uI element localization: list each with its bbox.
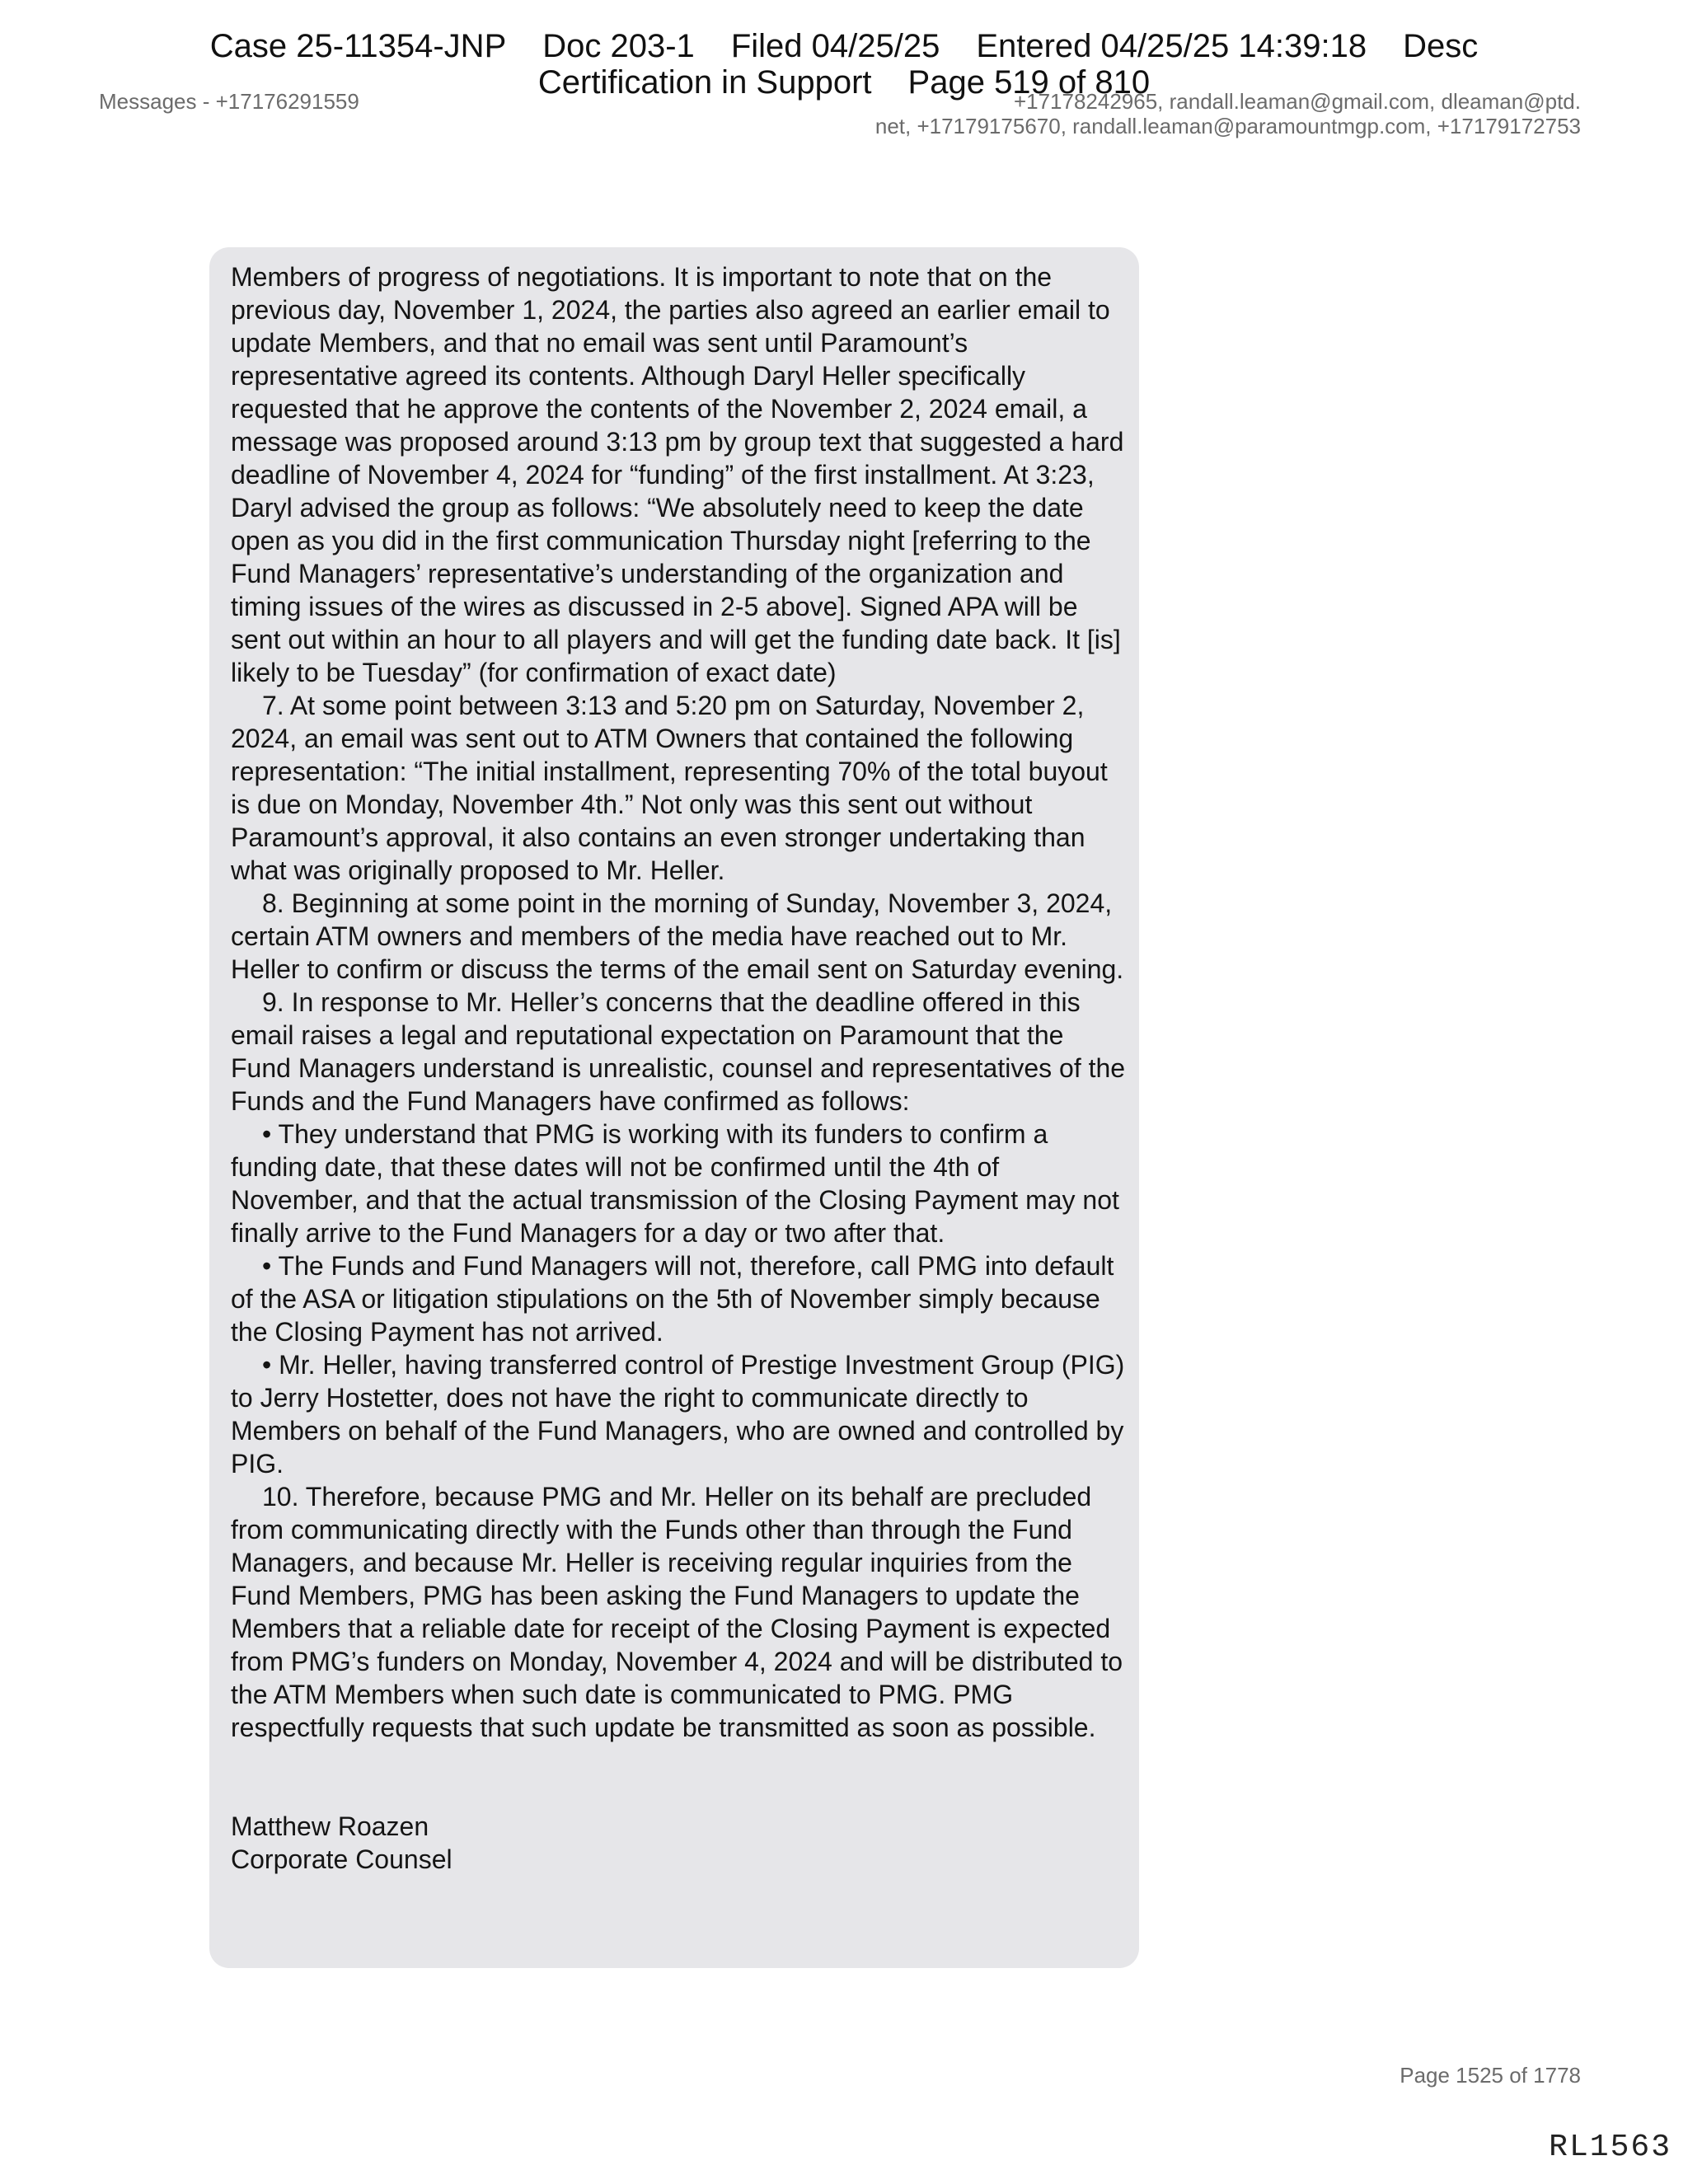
signature-spacer: [231, 1744, 1129, 1810]
message-paragraph-7: 7. At some point between 3:13 and 5:20 pm on Saturday, November 2, 2024, an email was sent out to ATM Owners that contained the following representation: “The initial installment, representing 70% of the total buyout is due on Monday, November 4th.” Not only was this sent out without Paramount’s approval, it also contains an even stronger undertaking than what was originally proposed to Mr. Heller.: [231, 691, 1108, 885]
case-number: Case 25-11354-JNP: [209, 28, 507, 64]
filed-date: Filed 04/25/25: [730, 28, 940, 64]
message-bullet: • The Funds and Fund Managers will not, therefore, call PMG into default of the ASA or litigation stipulations on the 5th of November simply because the Closing Payment has not arrived.: [231, 1251, 1114, 1347]
recipients-line2: net, +17179175670, randall.leaman@paramountmgp.com, +17179172753: [874, 114, 1581, 138]
doc-number: Doc 203-1: [542, 28, 695, 64]
certification-label: Certification in Support: [537, 64, 872, 101]
bates-number: RL1563: [1549, 2130, 1672, 2165]
message-paragraph: Members of progress of negotiations. It is important to note that on the previous day, November 1, 2024, the parties also agreed an earlier email to update Members, and that no email was sent until Paramount’s representative agreed its contents. Although Daryl Heller specifically requested that he approve the contents of the November 2, 2024 email, a message was proposed around 3:13 pm by group text that suggested a hard deadline of November 4, 2024 for “funding” of the first installment. At 3:23, Daryl advised the group as follows: “We absolutely need to keep the date open as you did in the first communication Thursday night [referring to the Fund Managers’ representative’s understanding of the organization and timing issues of the wires as discussed in 2-5 above]. Signed APA will be sent out within an hour to all players and will get the funding date back. It [is] likely to be Tuesday” (for confirmation of exact date): [231, 262, 1124, 687]
message-paragraph-8: 8. Beginning at some point in the morning of Sunday, November 3, 2024, certain ATM owners and members of the media have reached out to Mr. Heller to confirm or discuss the terms of the email sent on Saturday evening.: [231, 888, 1124, 984]
entered-date: Entered 04/25/25 14:39:18: [976, 28, 1367, 64]
signature-name: Matthew Roazen: [231, 1811, 429, 1841]
message-paragraph-10: 10. Therefore, because PMG and Mr. Heller on its behalf are precluded from communicating directly with the Funds other than through the Fund Managers, and because Mr. Heller is receiving regular inquiries from the Fund Members, PMG has been asking the Fund Managers to update the Members that a reliable date for receipt of the Closing Payment is expected from PMG’s funders on Monday, November 4, 2024 and will be distributed to the ATM Members when such date is communicated to PMG. PMG respectfully requests that such update be transmitted as soon as possible.: [231, 1482, 1123, 1742]
recipients-line1: +17178242965, randall.leaman@gmail.com, dleaman@ptd.: [1013, 89, 1581, 114]
message-paragraph-9: 9. In response to Mr. Heller’s concerns that the deadline offered in this email raises a legal and reputational expectation on Paramount that the Fund Managers understand is unrealistic, counsel and representatives of the Funds and the Fund Managers have confirmed as follows:: [231, 987, 1126, 1116]
message-body: [231, 260, 1129, 1876]
messages-recipients: [839, 89, 1581, 138]
signature-title: Corporate Counsel: [231, 1844, 452, 1874]
messages-sender: Messages - +17176291559: [99, 89, 359, 114]
page-count: Page 1525 of 1778: [1400, 2063, 1581, 2088]
message-bullet: • They understand that PMG is working with its funders to confirm a funding date, that these dates will not be confirmed until the 4th of November, and that the actual transmission of the Closing Payment may not finally arrive to the Fund Managers for a day or two after that.: [231, 1119, 1119, 1248]
message-bullet: • Mr. Heller, having transferred control of Prestige Investment Group (PIG) to Jerry Hostetter, does not have the right to communicate directly to Members on behalf of the Fund Managers, who are owned and controlled by PIG.: [231, 1350, 1125, 1479]
desc-label: Desc: [1403, 28, 1479, 64]
court-header-line1: [0, 28, 1688, 64]
court-page-number: Page 519 of 810: [907, 64, 1151, 101]
